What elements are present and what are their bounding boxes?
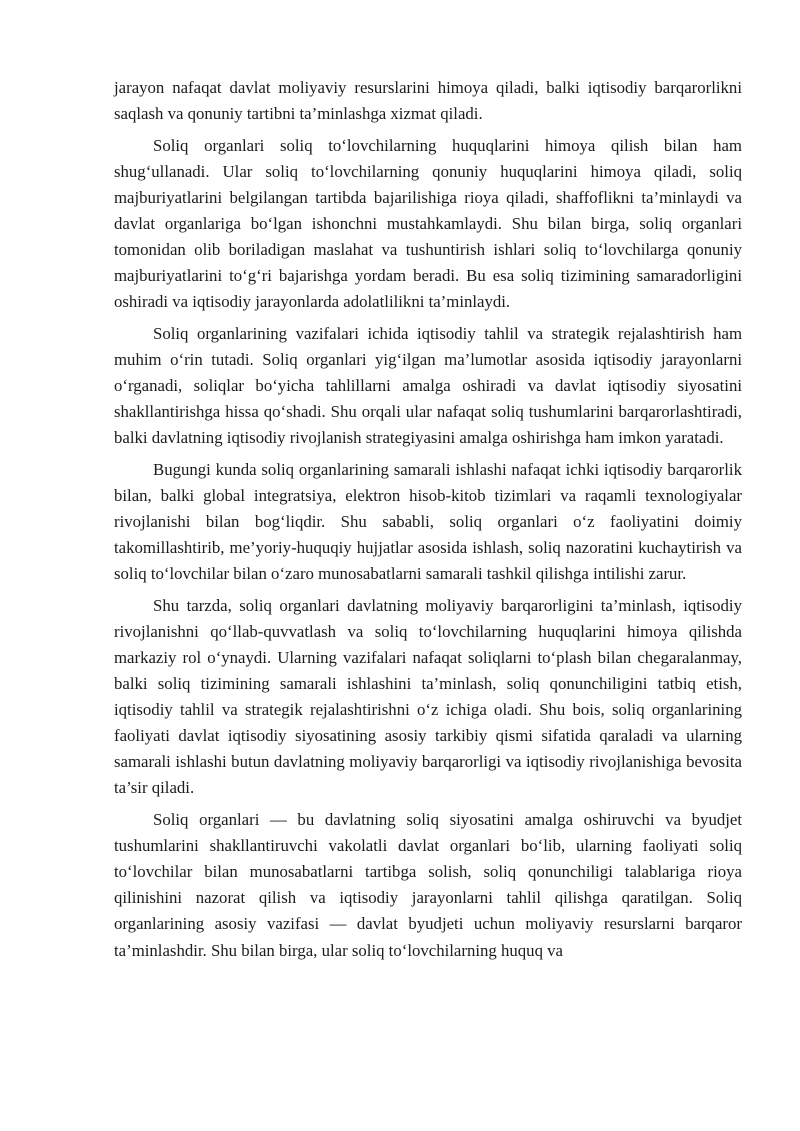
paragraph-1: jarayon nafaqat davlat moliyaviy resurslarini himoya qiladi, balki iqtisodiy barqarorlikni saqlash va qonuniy tartibni ta’minlashga xizmat qiladi. bbox=[114, 78, 742, 124]
paragraph-6: Soliq organlari — bu davlatning soliq siyosatini amalga oshiruvchi va byudjet tushumlarini shakllantiruvchi vakolatli davlat organlari bo‘lib, ularning faoliyati soliq to‘lovchilar bilan munosabatlarni tartibga solish, soliq qonunchiligi talablariga rioya qilinishini nazorat qilish va iqtisodiy jarayonlarni tahlil qilishga qaratilgan. Soliq organlarining asosiy vazifasi — davlat byudjeti uchun moliyaviy resurslarni barqaror ta’minlashdir. Shu bilan birga, ular soliq to‘lovchilarning huquq va bbox=[114, 810, 742, 960]
document-page bbox=[114, 75, 742, 969]
paragraph-2: Soliq organlari soliq to‘lovchilarning huquqlarini himoya qilish bilan ham shug‘ullanadi. Ular soliq to‘lovchilarning qonuniy huquqlarini himoya qiladi, soliq majburiyatlarini belgilangan tartibda bajarilishiga rioya qiladi, shaffoflikni ta’minlaydi va davlat organlariga bo‘lgan ishonchni mustahkamlaydi. Shu bilan birga, soliq organlari tomonidan olib boriladigan maslahat va tushuntirish ishlari soliq to‘lovchilarga qonuniy majburiyatlarini to‘g‘ri bajarishga yordam beradi. Bu esa soliq tizimining samaradorligini oshiradi va iqtisodiy jarayonlarda adolatlilikni ta’minlaydi. bbox=[114, 135, 742, 312]
paragraph-3: Soliq organlarining vazifalari ichida iqtisodiy tahlil va strategik rejalashtirish ham muhim o‘rin tutadi. Soliq organlari yig‘ilgan ma’lumotlar asosida iqtisodiy jarayonlarni o‘rganadi, soliqlar bo‘yicha tahlillarni amalga oshiradi va davlat iqtisodiy siyosatini shakllantirishga hissa qo‘shadi. Shu orqali ular nafaqat soliq tushumlarini barqarorlashtiradi, balki davlatning iqtisodiy rivojlanish strategiyasini amalga oshirishga ham imkon yaratadi. bbox=[114, 323, 742, 448]
paragraph-4: Bugungi kunda soliq organlarining samarali ishlashi nafaqat ichki iqtisodiy barqarorlik bilan, balki global integratsiya, elektron hisob-kitob tizimlari va raqamli texnologiyalar rivojlanishi bilan bog‘liqdir. Shu sababli, soliq organlari o‘z faoliyatini doimiy takomillashtirib, me’yoriy-huquqiy hujjatlar asosida ishlash, soliq nazoratini kuchaytirish va soliq to‘lovchilar bilan o‘zaro munosabatlarni samarali tashkil qilishga intilishi zarur. bbox=[114, 459, 742, 584]
paragraph-5: Shu tarzda, soliq organlari davlatning moliyaviy barqarorligini ta’minlash, iqtisodiy rivojlanishni qo‘llab-quvvatlash va soliq to‘lovchilarning huquqlarini himoya qilishda markaziy rol o‘ynaydi. Ularning vazifalari nafaqat soliqlarni to‘plash bilan chegaralanmay, balki soliq tizimining samarali ishlashini ta’minlash, soliq qonunchiligini tatbiq etish, iqtisodiy tahlil va strategik rejalashtirishni o‘z ichiga oladi. Shu bois, soliq organlarining faoliyati davlat iqtisodiy siyosatining asosiy tarkibiy qismi sifatida qaraladi va ularning samarali ishlashi butun davlatning moliyaviy barqarorligi va iqtisodiy rivojlanishiga bevosita ta’sir qiladi. bbox=[114, 595, 742, 798]
